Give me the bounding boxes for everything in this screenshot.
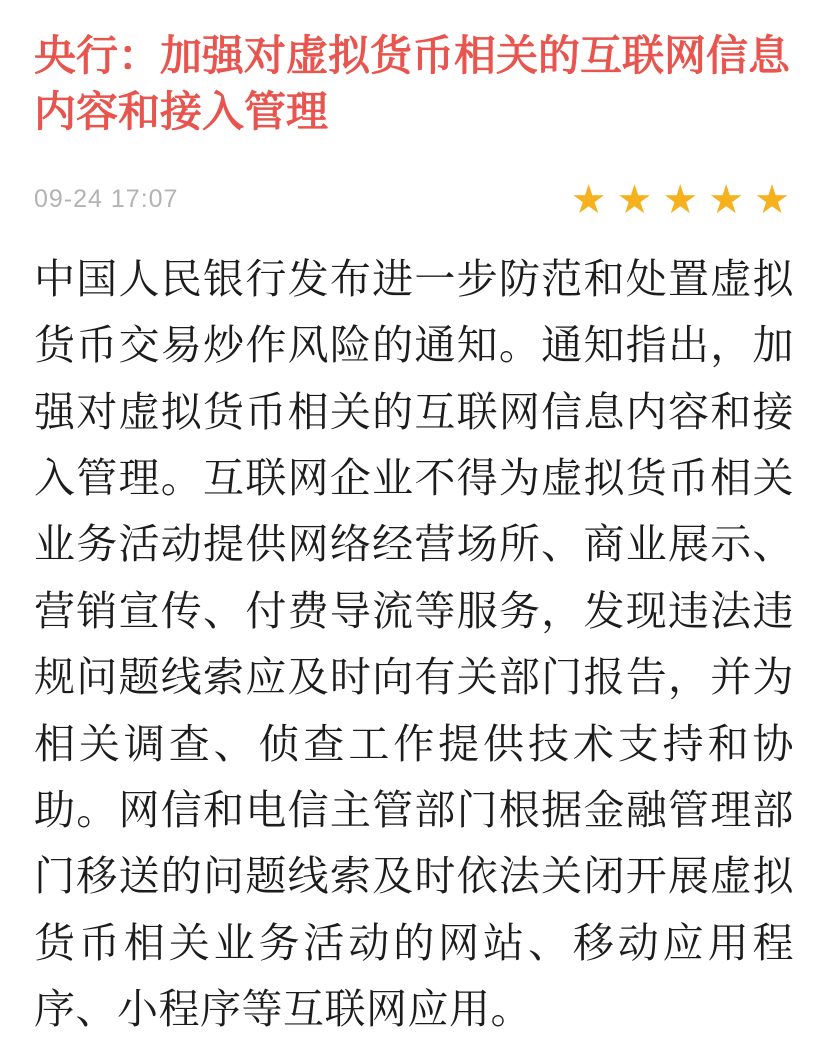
article-body: 中国人民银行发布进一步防范和处置虚拟货币交易炒作风险的通知。通知指出，加强对虚拟货币相关的互联网信息内容和接入管理。互联网企业不得为虚拟货币相关业务活动提供网络经营场所、商业展示、营销宣传、付费导流等服务，发现违法违规问题线索应及时向有关部门报告，并为相关调查、侦查工作提供技术支持和协助。网信和电信主管部门根据金融管理部门移送的问题线索及时依法关闭开展虚拟货币相关业务活动的网站、移动应用程序、小程序等互联网应用。 bbox=[34, 255, 794, 1033]
page-title: 央行：加强对虚拟货币相关的互联网信息内容和接入管理 bbox=[34, 32, 791, 135]
star-icon-2[interactable]: ★ bbox=[616, 177, 653, 222]
star-icon-3[interactable]: ★ bbox=[662, 177, 699, 222]
star-rating[interactable] bbox=[570, 177, 790, 222]
star-icon-4[interactable]: ★ bbox=[708, 177, 745, 222]
timestamp: 09-24 17:07 bbox=[34, 185, 179, 214]
star-icon-1[interactable]: ★ bbox=[570, 177, 607, 222]
star-icon-5[interactable]: ★ bbox=[754, 177, 790, 222]
article-meta-row bbox=[34, 177, 794, 222]
